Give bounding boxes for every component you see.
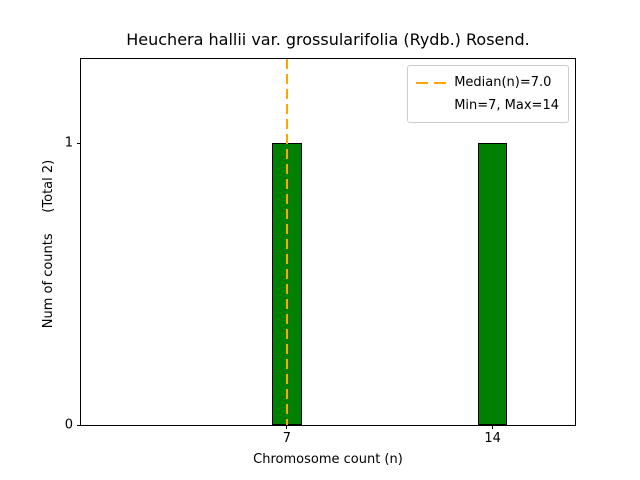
plot-area (64, 58, 576, 446)
x-tick-mark (286, 425, 287, 429)
x-axis-label: Chromosome count (n) (253, 452, 403, 467)
y-tick-label: 0 (64, 417, 73, 433)
legend-label-median: Median(n)=7.0 (454, 74, 552, 90)
legend-row-median (416, 71, 559, 94)
legend (407, 65, 569, 123)
y-axis-label: Num of counts (Total 2) (41, 159, 56, 329)
y-tick-mark (77, 425, 81, 426)
legend-row-minmax (416, 94, 559, 117)
chart-title: Heuchera hallii var. grossularifolia (Rydb.) Rosend. (126, 30, 530, 49)
x-tick-mark (492, 425, 493, 429)
x-tick-label: 7 (282, 431, 291, 446)
median-line (286, 59, 288, 425)
histogram-bar (478, 143, 507, 425)
y-tick-label: 1 (64, 135, 73, 151)
median-dashed-line-swatch (416, 82, 446, 84)
y-tick-mark (77, 143, 81, 144)
legend-label-minmax: Min=7, Max=14 (454, 97, 559, 113)
x-tick-label: 14 (484, 431, 501, 446)
empty-swatch (416, 105, 446, 107)
